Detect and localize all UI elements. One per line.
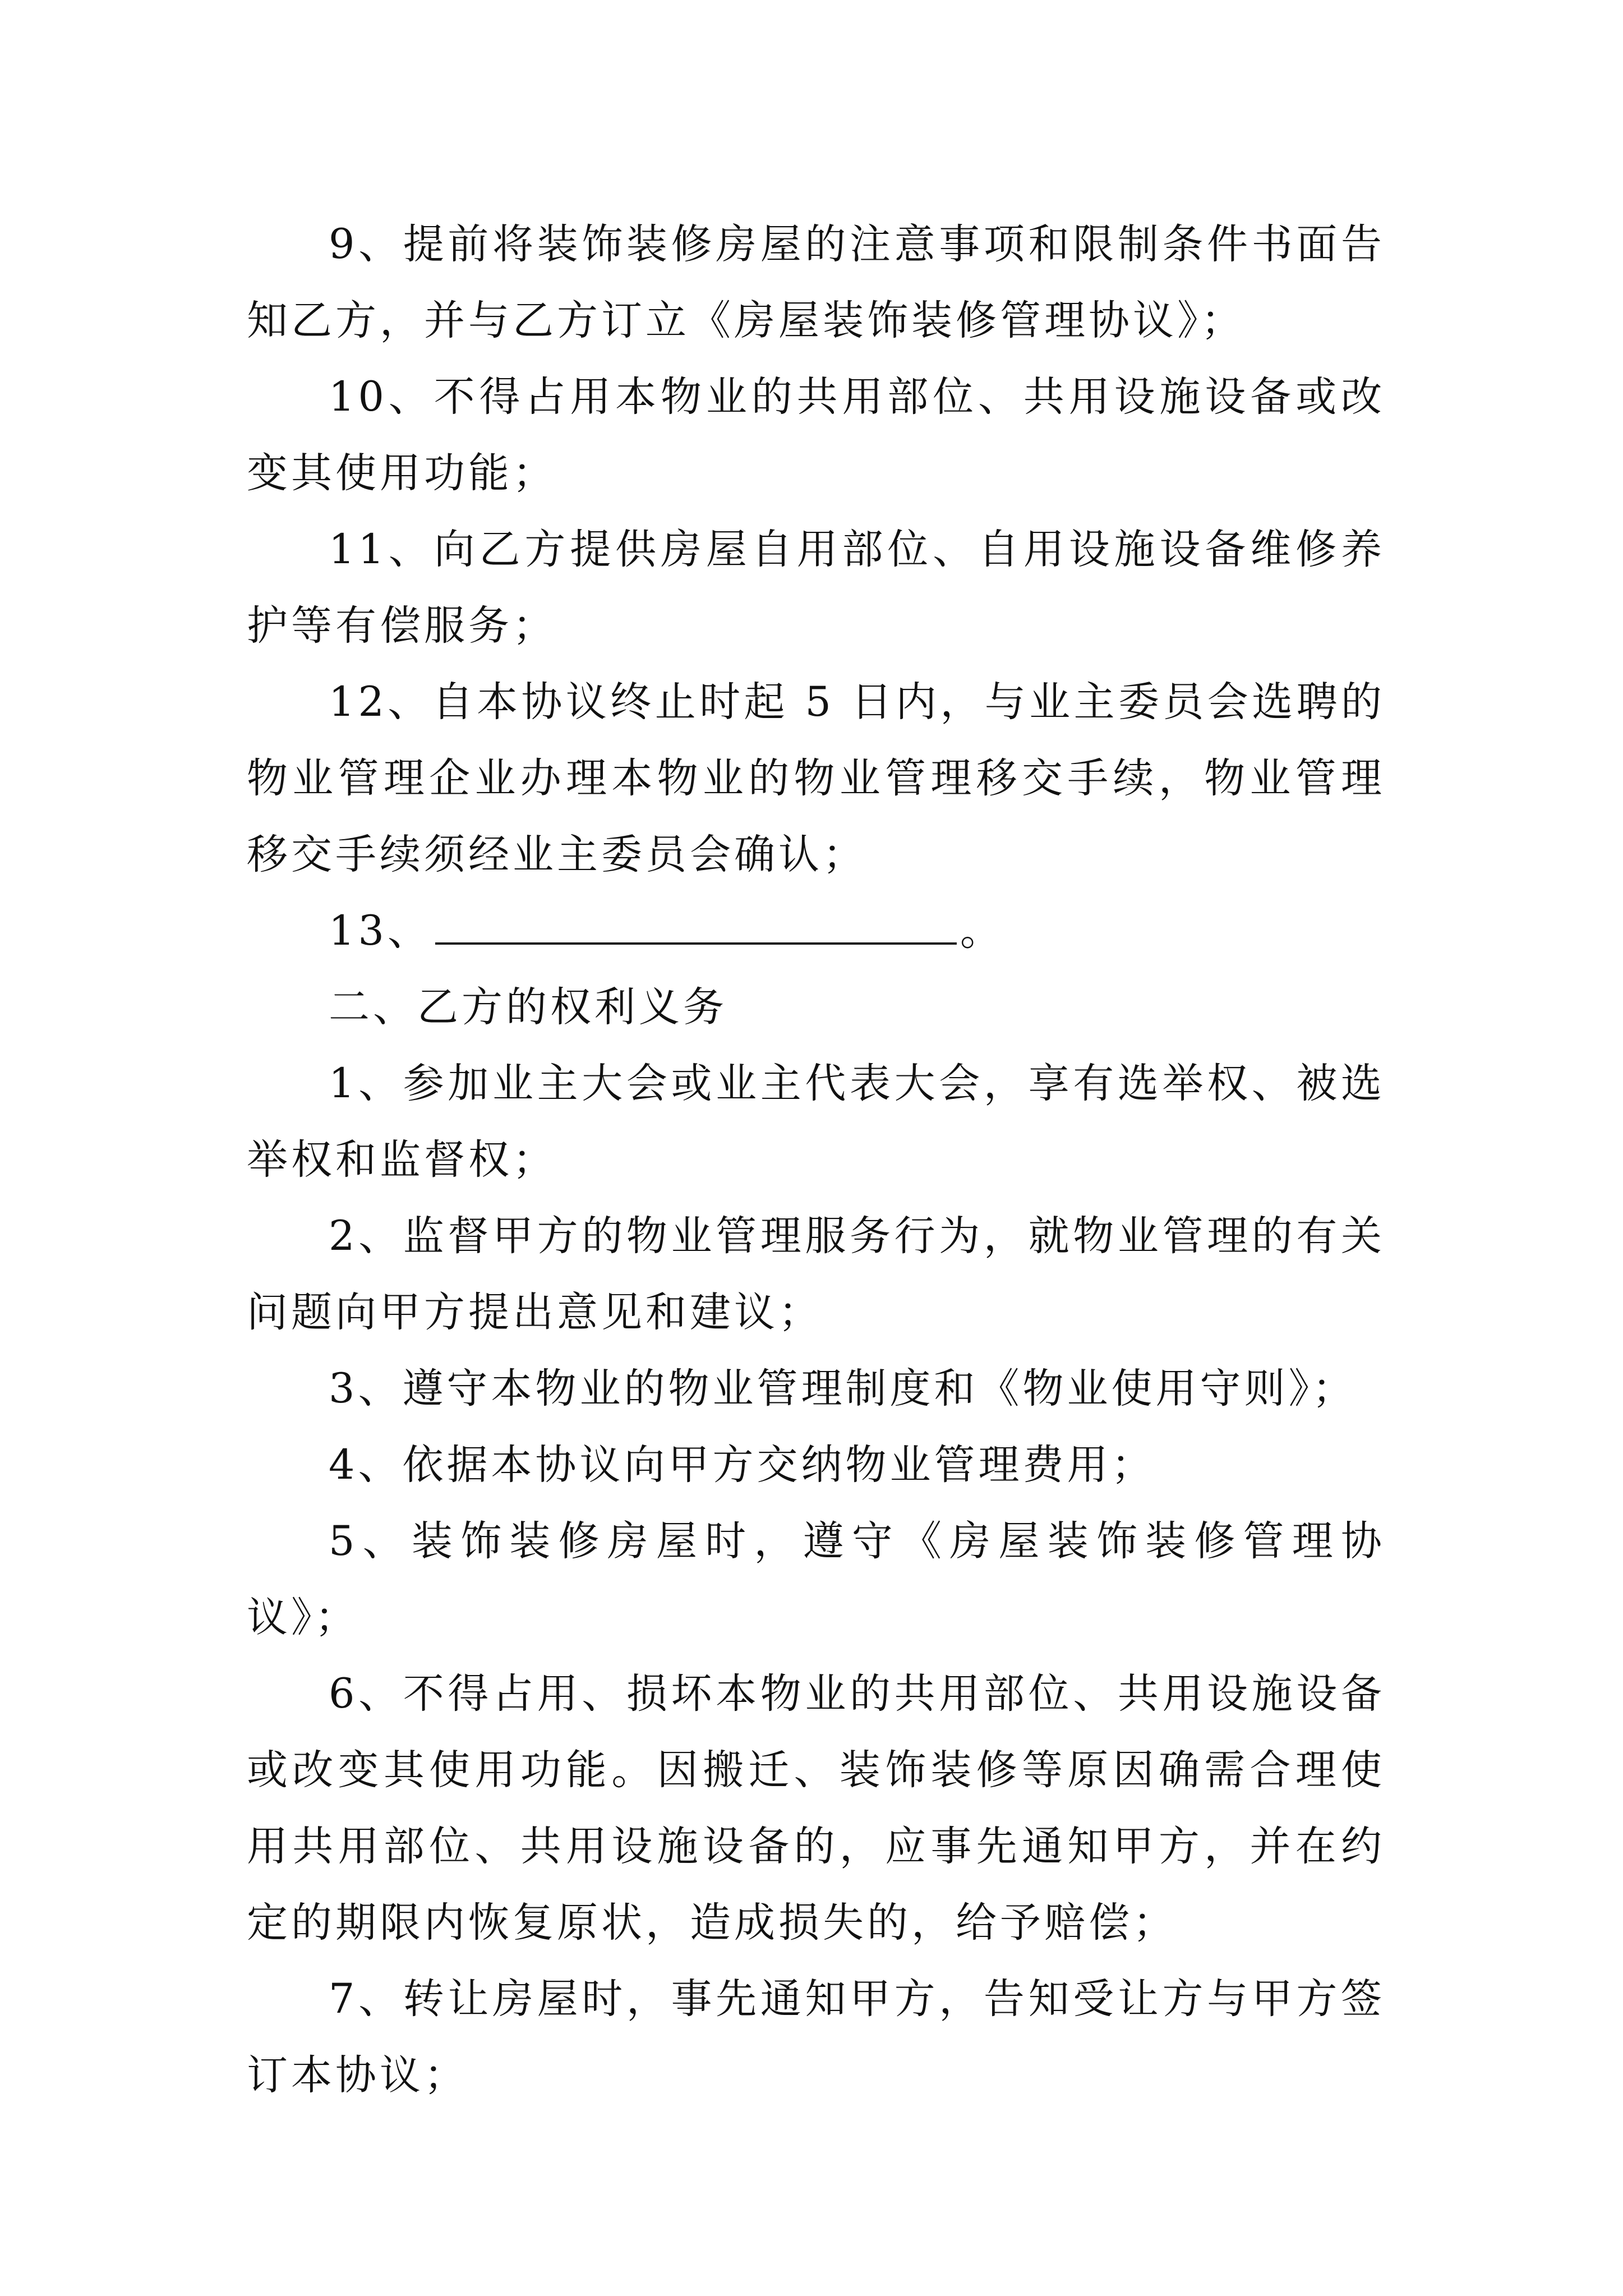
clause-13-end: 。: [960, 907, 1004, 955]
party-b-clause-5: 5、装饰装修房屋时，遵守《房屋装饰装修管理协议》；: [247, 1517, 1385, 1641]
document-body: [247, 206, 1385, 2114]
clause-11: 11、向乙方提供房屋自用部位、自用设施设备维修养护等有偿服务；: [247, 526, 1385, 650]
clause-9: 9、提前将装饰装修房屋的注意事项和限制条件书面告知乙方，并与乙方订立《房屋装饰装修管理协议》；: [247, 220, 1385, 344]
party-b-clause-2: 2、监督甲方的物业管理服务行为，就物业管理的有关问题向甲方提出意见和建议；: [247, 1212, 1385, 1336]
party-b-clause-7: 7、转让房屋时，事先通知甲方，告知受让方与甲方签订本协议；: [247, 1975, 1385, 2099]
clause-12: 12、自本协议终止时起 5 日内，与业主委员会选聘的物业管理企业办理本物业的物业管理移交手续，物业管理移交手续须经业主委员会确认；: [247, 678, 1385, 878]
party-b-clause-3: 3、遵守本物业的物业管理制度和《物业使用守则》；: [329, 1365, 1357, 1412]
clause-13: [247, 893, 1385, 969]
party-b-clause-1: 1、参加业主大会或业主代表大会，享有选举权、被选举权和监督权；: [247, 1060, 1385, 1184]
fill-in-blank-line: [435, 895, 957, 945]
clause-10: 10、不得占用本物业的共用部位、共用设施设备或改变其使用功能；: [247, 373, 1385, 497]
section-heading-party-b: 二、乙方的权利义务: [329, 983, 727, 1031]
clause-13-number: 13、: [329, 907, 432, 955]
party-b-clause-4: 4、依据本协议向甲方交纳物业管理费用；: [329, 1441, 1156, 1489]
party-b-clause-6: 6、不得占用、损坏本物业的共用部位、共用设施设备或改变其使用功能。因搬迁、装饰装修等原因确需合理使用共用部位、共用设施设备的，应事先通知甲方，并在约定的期限内恢复原状，造成损失的，给予赔偿；: [247, 1670, 1385, 1947]
